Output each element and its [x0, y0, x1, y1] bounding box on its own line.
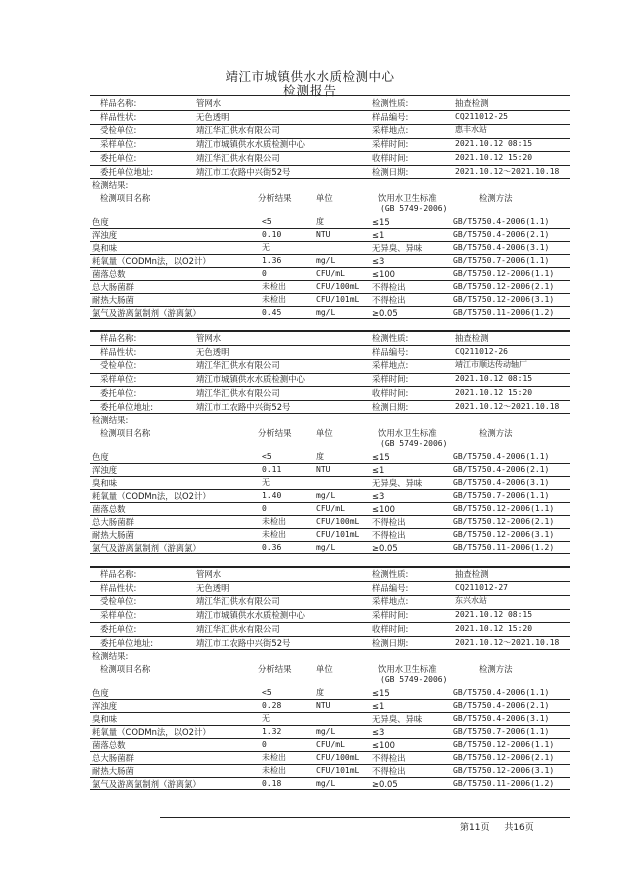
row-result: 1.36 — [262, 255, 282, 265]
row-unit: CFU/100mL — [316, 516, 360, 526]
col-header-method: 检测方法 — [479, 193, 513, 204]
row-method: GB/T5750.12-2006(3.1) — [453, 294, 555, 304]
row-method: GB/T5750.12-2006(2.1) — [453, 752, 555, 762]
info-value-sampling-site: 东兴水站 — [455, 596, 487, 606]
row-result: 未检出 — [262, 281, 286, 291]
row-unit: CFU/101mL — [316, 294, 360, 304]
data-row-rule — [90, 789, 570, 790]
data-row-rule — [90, 725, 570, 726]
info-label-client-address: 委托单位地址: — [100, 166, 154, 177]
info-value-receiving-time: 2021.10.12 15:20 — [455, 623, 533, 633]
info-label-sampling-time: 采样时间: — [372, 139, 409, 150]
row-standard: ≤100 — [372, 503, 396, 514]
row-unit: 度 — [316, 688, 324, 698]
row-result: 1.32 — [262, 726, 282, 736]
col-header-item: 检测项目名称 — [100, 193, 151, 204]
row-item: 耗氧量（CODMn法，以O2计） — [92, 490, 211, 501]
row-method: GB/T5750.12-2006(3.1) — [453, 529, 555, 539]
row-method: GB/T5750.12-2006(1.1) — [453, 739, 555, 749]
row-result: 无 — [262, 714, 270, 723]
data-row-rule — [90, 528, 570, 529]
info-value-sample-no: CQ211012-26 — [455, 346, 508, 356]
info-label-sampling-unit: 采样单位: — [100, 610, 137, 621]
row-item: 氯气及游离氯制剂（游离氯） — [92, 307, 201, 318]
data-row-rule — [90, 476, 570, 477]
info-label-sample-name: 样品名称: — [100, 569, 137, 579]
info-value-sampling-site: 惠丰水站 — [455, 125, 487, 135]
row-unit: CFU/mL — [316, 268, 345, 278]
info-label-test-nature: 检测性质: — [372, 333, 409, 343]
row-result: 未检出 — [262, 752, 286, 762]
row-result: 1.40 — [262, 490, 282, 500]
row-method: GB/T5750.4-2006(3.1) — [453, 714, 550, 723]
row-standard: ≤3 — [372, 726, 385, 737]
info-value-sampling-unit: 靖江市城镇供水水质检测中心 — [196, 139, 305, 150]
info-value-inspected-unit: 靖江华汇供水有限公司 — [196, 125, 280, 136]
row-method: GB/T5750.4-2006(2.1) — [453, 230, 550, 240]
results-label: 检测结果: — [92, 180, 129, 191]
info-label-sampling-unit: 采样单位: — [100, 139, 137, 150]
info-bottom-rule — [90, 649, 570, 650]
info-value-test-nature: 抽查检测 — [455, 98, 489, 108]
document-title: 靖江市城镇供水水质检测中心 — [225, 69, 395, 84]
row-result: <5 — [262, 217, 272, 227]
data-row-rule — [90, 241, 570, 242]
data-row-rule — [90, 777, 570, 778]
data-row-rule — [90, 502, 570, 503]
row-result: 0.45 — [262, 307, 282, 317]
info-label-test-date: 检测日期: — [372, 637, 409, 648]
col-header-unit: 单位 — [316, 428, 333, 439]
info-label-sample-no: 样品编号: — [372, 346, 409, 357]
section-top-rule — [90, 95, 570, 96]
row-result: 0 — [262, 268, 267, 278]
info-bottom-rule — [90, 413, 570, 414]
row-unit: mg/L — [316, 542, 336, 552]
info-value-sampling-time: 2021.10.12 08:15 — [455, 139, 533, 149]
info-label-client-address: 委托单位地址: — [100, 401, 154, 412]
col-header-unit: 单位 — [316, 193, 333, 204]
info-value-sample-name: 管网水 — [196, 98, 222, 108]
row-item: 臭和味 — [92, 243, 118, 253]
row-standard: ≤1 — [372, 701, 385, 712]
row-method: GB/T5750.4-2006(3.1) — [453, 243, 550, 252]
row-item: 耐热大肠菌 — [92, 529, 134, 540]
row-standard: ≤1 — [372, 230, 385, 241]
row-standard: 无异臭、异味 — [372, 714, 423, 724]
info-label-test-date: 检测日期: — [372, 166, 409, 177]
info-value-test-date: 2021.10.12～2021.10.18 — [455, 166, 560, 176]
row-unit: mg/L — [316, 307, 336, 317]
data-row-rule — [90, 712, 570, 713]
col-header-standard: 饮用水卫生标准 — [378, 193, 437, 204]
data-row-rule — [90, 699, 570, 700]
col-header-unit: 单位 — [316, 664, 333, 675]
data-row-rule — [90, 515, 570, 516]
info-value-sample-nature: 无色透明 — [196, 582, 230, 593]
row-method: GB/T5750.4-2006(2.1) — [453, 701, 550, 711]
row-result: 0 — [262, 739, 267, 749]
section-top-rule — [90, 566, 570, 568]
info-value-sampling-site: 靖江市顺达传动轴厂 — [455, 360, 527, 370]
info-value-receiving-time: 2021.10.12 15:20 — [455, 152, 533, 162]
row-standard: ≥0.05 — [372, 542, 398, 553]
row-result: 0 — [262, 503, 267, 513]
row-method: GB/T5750.7-2006(1.1) — [453, 490, 550, 500]
row-unit: CFU/mL — [316, 503, 345, 513]
row-unit: 度 — [316, 452, 324, 462]
info-label-test-date: 检测日期: — [372, 401, 409, 412]
row-result: 0.11 — [262, 465, 282, 475]
page-number: 第11页 — [460, 823, 490, 833]
row-item: 耐热大肠菌 — [92, 294, 134, 305]
data-row-rule — [90, 267, 570, 268]
row-item: 耐热大肠菌 — [92, 765, 134, 776]
row-unit: mg/L — [316, 255, 336, 265]
row-standard: 不得检出 — [372, 529, 406, 540]
row-item: 氯气及游离氯制剂（游离氯） — [92, 778, 201, 789]
row-method: GB/T5750.12-2006(2.1) — [453, 281, 555, 291]
row-item: 总大肠菌群 — [92, 516, 134, 527]
info-label-inspected-unit: 受检单位: — [100, 596, 137, 607]
info-label-inspected-unit: 受检单位: — [100, 360, 137, 371]
col-header-method: 检测方法 — [479, 428, 513, 439]
info-label-sample-nature: 样品性状: — [100, 111, 137, 122]
info-label-client-unit: 委托单位: — [100, 387, 137, 398]
row-unit: CFU/101mL — [316, 529, 360, 539]
row-method: GB/T5750.7-2006(1.1) — [453, 255, 550, 265]
row-item: 色度 — [92, 688, 109, 699]
info-label-inspected-unit: 受检单位: — [100, 125, 137, 136]
row-method: GB/T5750.4-2006(2.1) — [453, 465, 550, 475]
row-method: GB/T5750.11-2006(1.2) — [453, 542, 555, 552]
col-header-result: 分析结果 — [258, 193, 292, 204]
col-header-standard-code: (GB 5749-2006) — [380, 204, 448, 214]
info-label-sampling-site: 采样地点: — [372, 360, 409, 371]
data-row-rule — [90, 254, 570, 255]
info-value-inspected-unit: 靖江华汇供水有限公司 — [196, 360, 280, 371]
info-label-sampling-site: 采样地点: — [372, 596, 409, 607]
row-method: GB/T5750.4-2006(1.1) — [453, 452, 550, 462]
data-row-rule — [90, 751, 570, 752]
data-row-rule — [90, 306, 570, 307]
row-standard: 不得检出 — [372, 294, 406, 305]
info-value-client-address: 靖江市工农路中兴街52号 — [196, 166, 291, 177]
info-bottom-rule — [90, 178, 570, 179]
row-standard: ≥0.05 — [372, 778, 398, 789]
row-unit: 度 — [316, 217, 324, 227]
info-row-rule — [90, 124, 570, 125]
row-item: 总大肠菌群 — [92, 281, 134, 292]
info-value-sample-no: CQ211012-25 — [455, 111, 508, 121]
info-label-client-unit: 委托单位: — [100, 152, 137, 163]
col-header-standard-code: (GB 5749-2006) — [380, 675, 448, 685]
info-value-client-unit: 靖江华汇供水有限公司 — [196, 387, 280, 398]
data-row-rule — [90, 318, 570, 319]
row-standard: ≤3 — [372, 490, 385, 501]
row-unit: CFU/100mL — [316, 281, 360, 291]
col-header-result: 分析结果 — [258, 664, 292, 675]
row-item: 耗氧量（CODMn法，以O2计） — [92, 726, 211, 737]
info-label-sampling-time: 采样时间: — [372, 374, 409, 385]
row-item: 浑浊度 — [92, 230, 118, 241]
info-value-client-unit: 靖江华汇供水有限公司 — [196, 152, 280, 163]
data-row-rule — [90, 463, 570, 464]
info-label-sample-nature: 样品性状: — [100, 582, 137, 593]
row-standard: 无异臭、异味 — [372, 243, 423, 253]
footer-rule — [160, 817, 570, 818]
info-label-sampling-unit: 采样单位: — [100, 374, 137, 385]
row-unit: CFU/100mL — [316, 752, 360, 762]
row-unit: CFU/mL — [316, 739, 345, 749]
info-value-test-date: 2021.10.12～2021.10.18 — [455, 637, 560, 647]
row-item: 菌落总数 — [92, 268, 126, 279]
data-row-rule — [90, 293, 570, 294]
info-value-receiving-time: 2021.10.12 15:20 — [455, 387, 533, 397]
info-label-receiving-time: 收样时间: — [372, 387, 409, 398]
info-label-sampling-time: 采样时间: — [372, 610, 409, 621]
col-header-item: 检测项目名称 — [100, 428, 151, 439]
col-header-method: 检测方法 — [479, 664, 513, 675]
info-row-rule — [90, 595, 570, 596]
row-method: GB/T5750.11-2006(1.2) — [453, 778, 555, 788]
info-label-sample-nature: 样品性状: — [100, 346, 137, 357]
results-label: 检测结果: — [92, 651, 129, 662]
row-item: 浑浊度 — [92, 701, 118, 712]
data-row-rule — [90, 489, 570, 490]
row-unit: CFU/101mL — [316, 765, 360, 775]
col-header-standard: 饮用水卫生标准 — [378, 664, 437, 675]
info-label-client-unit: 委托单位: — [100, 623, 137, 634]
row-method: GB/T5750.7-2006(1.1) — [453, 726, 550, 736]
row-unit: mg/L — [316, 726, 336, 736]
info-value-test-date: 2021.10.12～2021.10.18 — [455, 401, 560, 411]
info-value-sampling-unit: 靖江市城镇供水水质检测中心 — [196, 374, 305, 385]
row-method: GB/T5750.4-2006(1.1) — [453, 688, 550, 698]
info-label-test-nature: 检测性质: — [372, 98, 409, 108]
row-standard: ≤100 — [372, 739, 396, 750]
page-total: 共16页 — [504, 823, 534, 833]
row-unit: NTU — [316, 230, 331, 240]
row-item: 臭和味 — [92, 714, 118, 724]
data-row-rule — [90, 541, 570, 542]
row-method: GB/T5750.4-2006(3.1) — [453, 478, 550, 487]
row-result: 未检出 — [262, 294, 286, 304]
row-unit: NTU — [316, 465, 331, 475]
row-unit: mg/L — [316, 778, 336, 788]
col-header-item: 检测项目名称 — [100, 664, 151, 675]
row-standard: ≤1 — [372, 465, 385, 476]
row-method: GB/T5750.12-2006(1.1) — [453, 503, 555, 513]
row-item: 氯气及游离氯制剂（游离氯） — [92, 542, 201, 553]
info-value-client-address: 靖江市工农路中兴街52号 — [196, 401, 291, 412]
col-header-standard-code: (GB 5749-2006) — [380, 439, 448, 449]
info-value-client-address: 靖江市工农路中兴街52号 — [196, 637, 291, 648]
row-standard: 无异臭、异味 — [372, 478, 423, 488]
row-result: 无 — [262, 243, 270, 252]
row-method: GB/T5750.12-2006(2.1) — [453, 516, 555, 526]
col-header-result: 分析结果 — [258, 428, 292, 439]
row-unit: NTU — [316, 701, 331, 711]
info-label-sample-name: 样品名称: — [100, 333, 137, 343]
info-value-inspected-unit: 靖江华汇供水有限公司 — [196, 596, 280, 607]
row-result: <5 — [262, 452, 272, 462]
row-standard: 不得检出 — [372, 281, 406, 292]
row-result: 未检出 — [262, 529, 286, 539]
info-value-sample-name: 管网水 — [196, 333, 222, 343]
info-value-sample-name: 管网水 — [196, 569, 222, 579]
document-subtitle: 检测报告 — [282, 83, 337, 98]
data-row-rule — [90, 738, 570, 739]
row-item: 菌落总数 — [92, 503, 126, 514]
info-value-sampling-time: 2021.10.12 08:15 — [455, 374, 533, 384]
info-label-test-nature: 检测性质: — [372, 569, 409, 579]
row-result: <5 — [262, 688, 272, 698]
info-label-receiving-time: 收样时间: — [372, 152, 409, 163]
info-value-sampling-time: 2021.10.12 08:15 — [455, 610, 533, 620]
row-unit: mg/L — [316, 490, 336, 500]
row-standard: ≤100 — [372, 268, 396, 279]
row-item: 臭和味 — [92, 478, 118, 488]
row-item: 菌落总数 — [92, 739, 126, 750]
info-value-test-nature: 抽查检测 — [455, 569, 489, 579]
row-standard: ≤3 — [372, 255, 385, 266]
info-value-test-nature: 抽查检测 — [455, 333, 489, 343]
row-item: 总大肠菌群 — [92, 752, 134, 763]
row-result: 0.36 — [262, 542, 282, 552]
row-method: GB/T5750.4-2006(1.1) — [453, 217, 550, 227]
row-item: 色度 — [92, 452, 109, 463]
row-item: 色度 — [92, 217, 109, 228]
section-top-rule — [90, 330, 570, 332]
info-value-sample-no: CQ211012-27 — [455, 582, 508, 592]
row-item: 耗氧量（CODMn法，以O2计） — [92, 255, 211, 266]
row-method: GB/T5750.12-2006(1.1) — [453, 268, 555, 278]
row-method: GB/T5750.12-2006(3.1) — [453, 765, 555, 775]
row-standard: 不得检出 — [372, 765, 406, 776]
row-result: 0.18 — [262, 778, 282, 788]
info-label-sample-name: 样品名称: — [100, 98, 137, 108]
results-label: 检测结果: — [92, 415, 129, 426]
row-result: 未检出 — [262, 765, 286, 775]
data-row-rule — [90, 280, 570, 281]
data-row-rule — [90, 228, 570, 229]
row-item: 浑浊度 — [92, 465, 118, 476]
info-label-sample-no: 样品编号: — [372, 582, 409, 593]
row-result: 0.10 — [262, 230, 282, 240]
row-result: 未检出 — [262, 516, 286, 526]
info-value-sample-nature: 无色透明 — [196, 111, 230, 122]
row-standard: 不得检出 — [372, 752, 406, 763]
data-row-rule — [90, 764, 570, 765]
row-standard: 不得检出 — [372, 516, 406, 527]
info-value-sampling-unit: 靖江市城镇供水水质检测中心 — [196, 610, 305, 621]
row-standard: ≤15 — [372, 217, 390, 228]
info-value-sample-nature: 无色透明 — [196, 346, 230, 357]
row-standard: ≤15 — [372, 688, 390, 699]
col-header-standard: 饮用水卫生标准 — [378, 428, 437, 439]
info-label-sampling-site: 采样地点: — [372, 125, 409, 136]
row-standard: ≥0.05 — [372, 307, 398, 318]
info-value-client-unit: 靖江华汇供水有限公司 — [196, 623, 280, 634]
data-row-rule — [90, 553, 570, 554]
info-label-client-address: 委托单位地址: — [100, 637, 154, 648]
row-standard: ≤15 — [372, 452, 390, 463]
info-label-receiving-time: 收样时间: — [372, 623, 409, 634]
row-result: 无 — [262, 478, 270, 487]
row-result: 0.28 — [262, 701, 282, 711]
info-label-sample-no: 样品编号: — [372, 111, 409, 122]
page-footer — [460, 820, 546, 833]
row-method: GB/T5750.11-2006(1.2) — [453, 307, 555, 317]
